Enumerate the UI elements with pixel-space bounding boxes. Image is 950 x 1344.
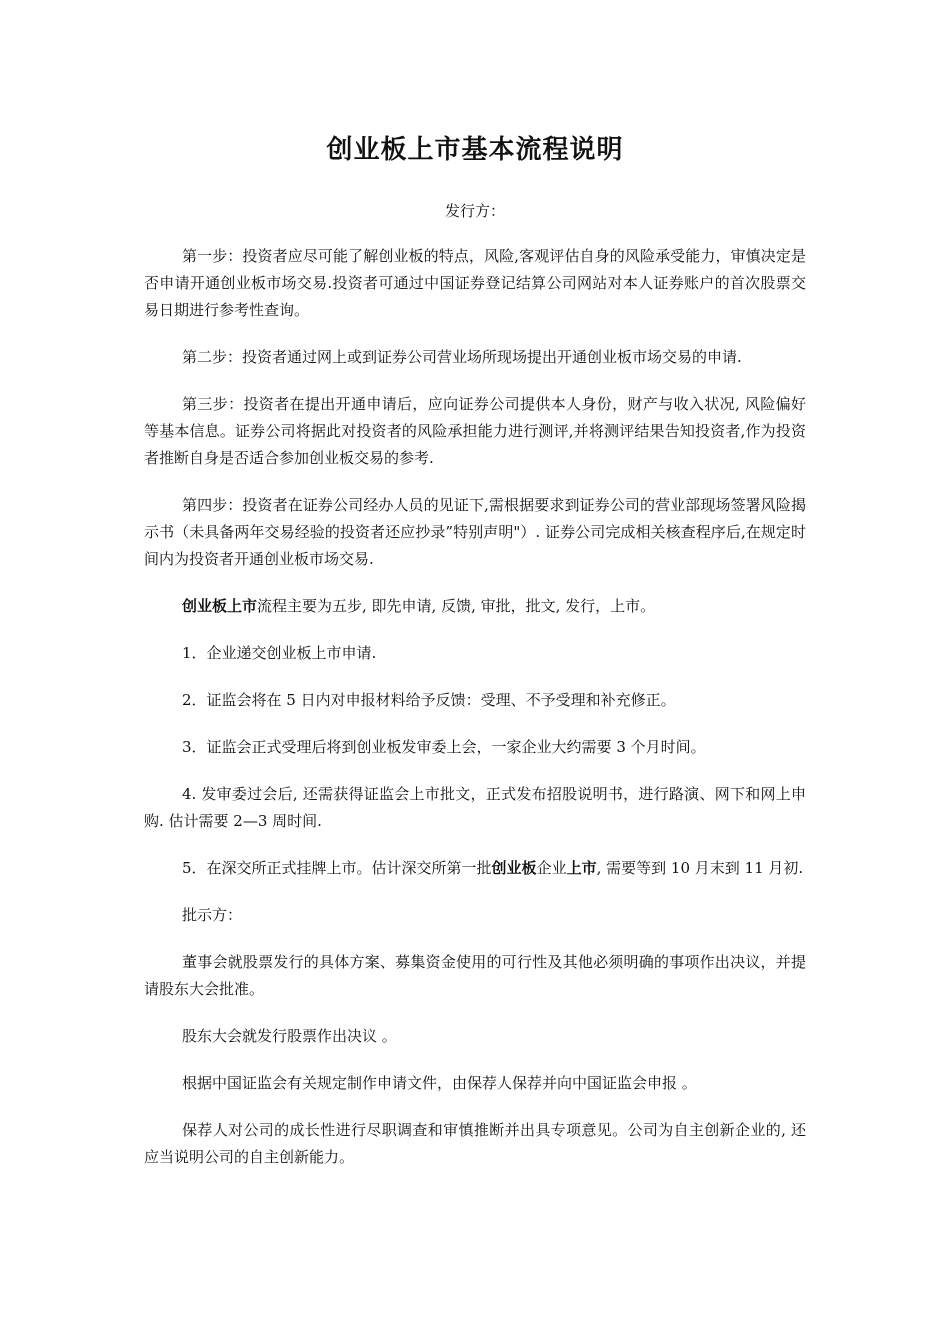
approver-item: 保荐人对公司的成长性进行尽职调查和审慎推断并出具专项意见。公司为自主创新企业的, 还应当说明公司的自主创新能力。 [144,1121,806,1166]
step-paragraph: 第四步：投资者在证券公司经办人员的见证下,需根据要求到证券公司的营业部现场签署风险揭示书（未具备两年交易经验的投资者还应抄录”特别声明"）. 证券公司完成相关核查程序后,在规定时间内为投资者开通创业板市场交易. [144,496,806,568]
step-paragraph: 第一步：投资者应尽可能了解创业板的特点，风险,客观评估自身的风险承受能力，审慎决定是否申请开通创业板市场交易.投资者可通过中国证券登记结算公司网站对本人证券账户的首次股票交易日期进行参考性查询。 [144,247,806,319]
approver-heading: 批示方： [182,906,243,924]
process-item: 2．证监会将在 5 日内对申报材料给予反馈：受理、不予受理和补充修正。 [182,691,676,709]
process-item: 1．企业递交创业板上市申请. [182,644,377,662]
step-paragraph: 第三步：投资者在提出开通申请后，应向证券公司提供本人身份，财产与收入状况, 风险偏好等基本信息。证券公司将据此对投资者的风险承担能力进行测评,并将测评结果告知投资者,作为投资者推断自身是否适合参加创业板交易的参考. [144,395,806,467]
item5-bold: 上市 [566,859,597,877]
approver-item: 股东大会就发行股票作出决议 。 [182,1027,397,1045]
step-paragraph: 第二步：投资者通过网上或到证券公司营业场所现场提出开通创业板市场交易的申请. [182,348,742,366]
process-intro-text: 流程主要为五步, 即先申请, 反馈, 审批，批文, 发行，上市。 [257,597,656,615]
process-intro-bold: 创业板上市 [182,597,258,615]
item5-bold: 创业板 [491,859,537,877]
process-intro [144,593,806,620]
approver-item: 董事会就股票发行的具体方案、募集资金使用的可行性及其他必须明确的事项作出决议，并提请股东大会批准。 [144,953,806,998]
issuer-heading: 发行方： [444,202,505,220]
process-item: 4. 发审委过会后, 还需获得证监会上市批文，正式发布招股说明书，进行路演、网下和网上申购. 估计需要 2—3 周时间. [144,785,806,830]
item5-text: , 需要等到 10 月末到 11 月初. [596,859,804,877]
document-body [144,198,806,1191]
process-item: 3．证监会正式受理后将到创业板发审委上会，一家企业大约需要 3 个月时间。 [182,738,706,756]
approver-item: 根据中国证监会有关规定制作申请文件，由保荐人保荐并向中国证监会申报 。 [182,1074,697,1092]
process-item [144,855,806,882]
item5-text: 企业 [536,859,567,877]
item5-text: 5．在深交所正式挂牌上市。估计深交所第一批 [182,859,492,877]
document-title: 创业板上市基本流程说明 [326,135,624,165]
